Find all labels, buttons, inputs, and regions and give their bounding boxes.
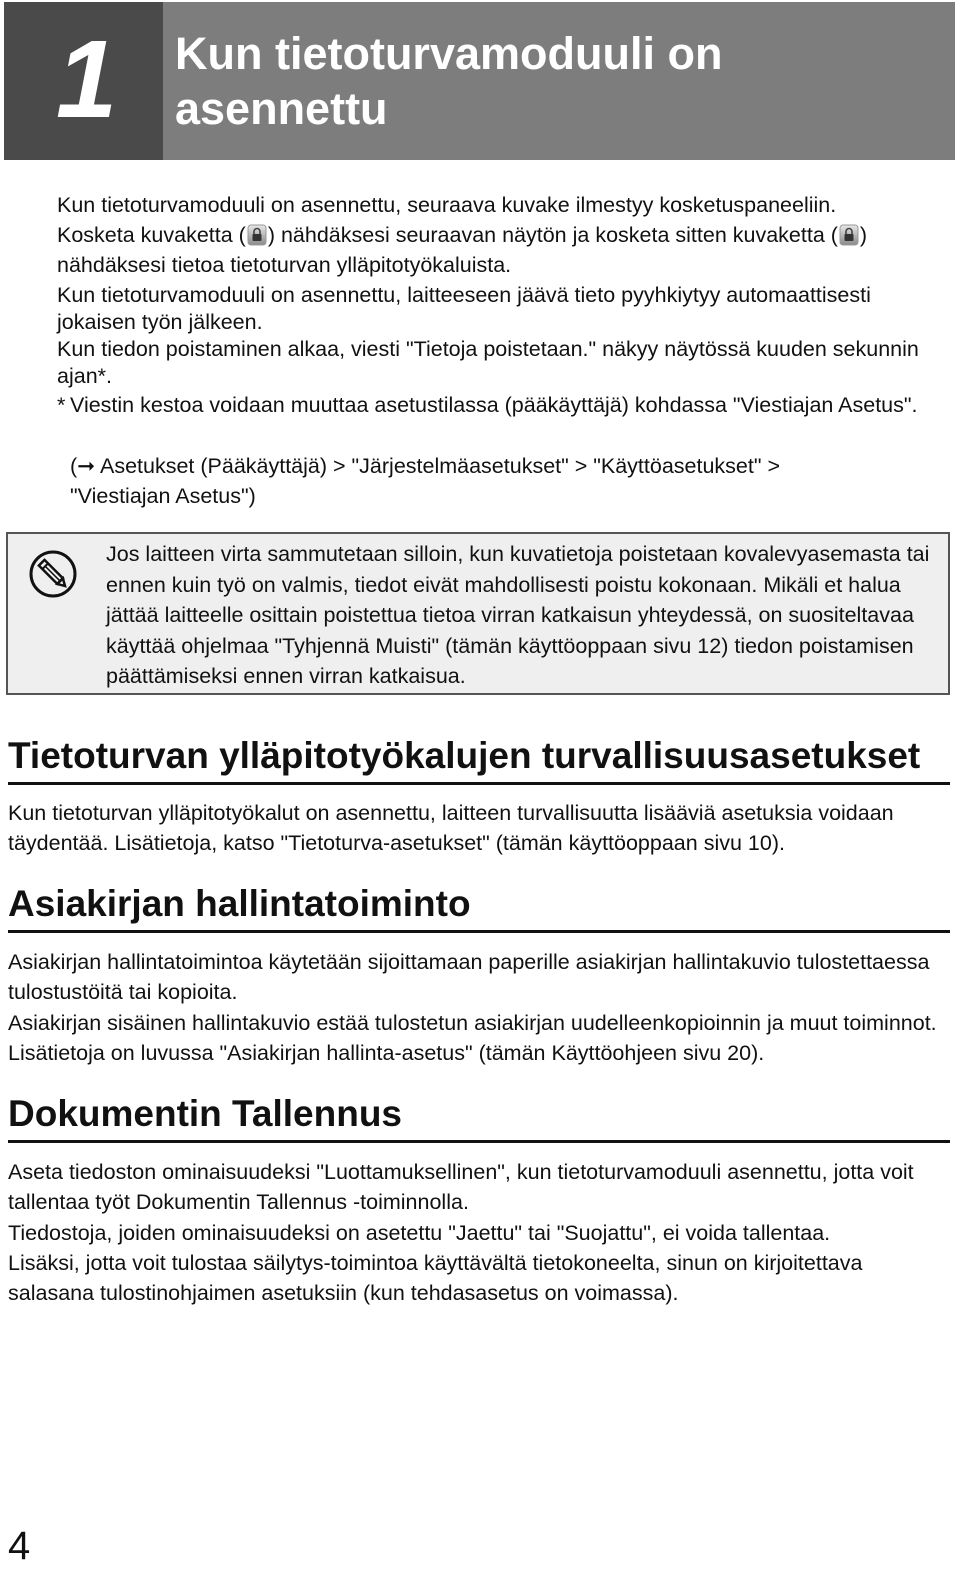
footnote-mark: * [57,393,66,417]
section-body-document-control-1: Asiakirjan hallintatoimintoa käytetään sijoittamaan paperille asiakirjan hallintakuvio tulostettaessa tulostustöitä tai kopioita. [8,950,930,1004]
chapter-title-line2: asennettu [175,83,388,134]
section-heading-security-settings: Tietoturvan ylläpitotyökalujen turvallisuusasetukset [8,734,950,785]
arrow-icon: ➞ [77,454,96,478]
chapter-number: 1 [56,18,118,141]
section-body-document-filing-1: Aseta tiedoston ominaisuudeksi "Luottamuksellinen", kun tietoturvamoduuli asennettu, jotta voit tallentaa työt Dokumentin Tallennus -toiminnolla. [8,1160,914,1214]
lock-icon [247,224,267,246]
intro-line2c: ) [859,223,868,247]
intro-paragraph-2: Kun tietoturvamoduuli on asennettu, laitteeseen jäävä tieto pyyhkiytyy automaattisesti jokaisen työn jälkeen. [57,283,871,334]
section-body-document-filing-3: Lisäksi, jotta voit tulostaa säilytys-toimintoa käyttävältä tietokoneelta, sinun on kirjoitettava salasana tulostinohjaimen asetuksiin (kun tehdasasetus on voimassa). [8,1251,863,1305]
section-heading-document-control: Asiakirjan hallintatoiminto [8,882,950,933]
note-box [6,532,950,695]
intro-paragraph-3: Kun tiedon poistaminen alkaa, viesti "Tietoja poistetaan." näkyy näytössä kuuden sekunnin ajan*. [57,337,919,388]
section-body-document-filing-2: Tiedostoja, joiden ominaisuudeksi on asetettu "Jaettu" tai "Suojattu", ei voida tallentaa. [8,1221,831,1245]
chapter-title-box [163,2,955,160]
lock-icon [839,224,859,246]
intro-line1: Kun tietoturvamoduuli on asennettu, seuraava kuvake ilmestyy kosketuspaneeliin. [57,193,837,217]
settings-path-text-2: "Viestiajan Asetus") [70,484,256,508]
intro-line2a: Kosketa kuvaketta ( [57,223,246,247]
intro-line2b: ) nähdäksesi seuraavan näytön ja kosketa sitten kuvaketta ( [267,223,838,247]
section-heading-document-filing: Dokumentin Tallennus [8,1092,950,1143]
section-body-security-settings: Kun tietoturvan ylläpitotyökalut on asennettu, laitteen turvallisuutta lisääviä asetuksia voidaan täydentää. Lisätietoja, katso "Tietoturva-asetukset" (tämän käyttöoppaan sivu 10). [8,801,894,855]
chapter-header [4,2,955,160]
settings-path: (➞ Asetukset (Pääkäyttäjä) > "Järjestelmäasetukset" > "Käyttöasetukset" > "Viestiajan Asetus") [70,454,781,508]
pencil-note-icon [28,549,78,599]
section-body-document-control-2: Asiakirjan sisäinen hallintakuvio estää tulostetun asiakirjan uudelleenkopioinnin ja muut toiminnot. Lisätietoja on luvussa "Asiakirjan hallinta-asetus" (tämän Käyttöohjeen sivu 20). [8,1011,937,1065]
note-text: Jos laitteen virta sammutetaan silloin, kun kuvatietoja poistetaan kovalevyasemasta tai ennen kuin työ on valmis, tiedot eivät mahdollisesti poistu kokonaan. Mikäli et halua jättää laitteelle osittain poistettua tietoa virran katkaisun yhteydessä, on suositeltavaa käyttää ohjelmaa "Tyhjennä Muisti" (tämän käyttöoppaan sivu 12) tiedon poistamisen päättämiseksi ennen virran katkaisua. [106,542,930,688]
intro-line3: nähdäksesi tietoa tietoturvan ylläpitotyökaluista. [57,253,512,277]
chapter-title-line1: Kun tietoturvamoduuli on [175,28,723,79]
intro-paragraph-1 [57,190,952,280]
chapter-number-box [4,2,163,160]
chapter-title [175,26,935,136]
settings-path-text: Asetukset (Pääkäyttäjä) > "Järjestelmäasetukset" > "Käyttöasetukset" > [99,454,781,478]
footnote-text: Viestin kestoa voidaan muuttaa asetustilassa (pääkäyttäjä) kohdassa "Viestiajan Asetus". [70,393,918,417]
page-number: 4 [8,1524,31,1568]
